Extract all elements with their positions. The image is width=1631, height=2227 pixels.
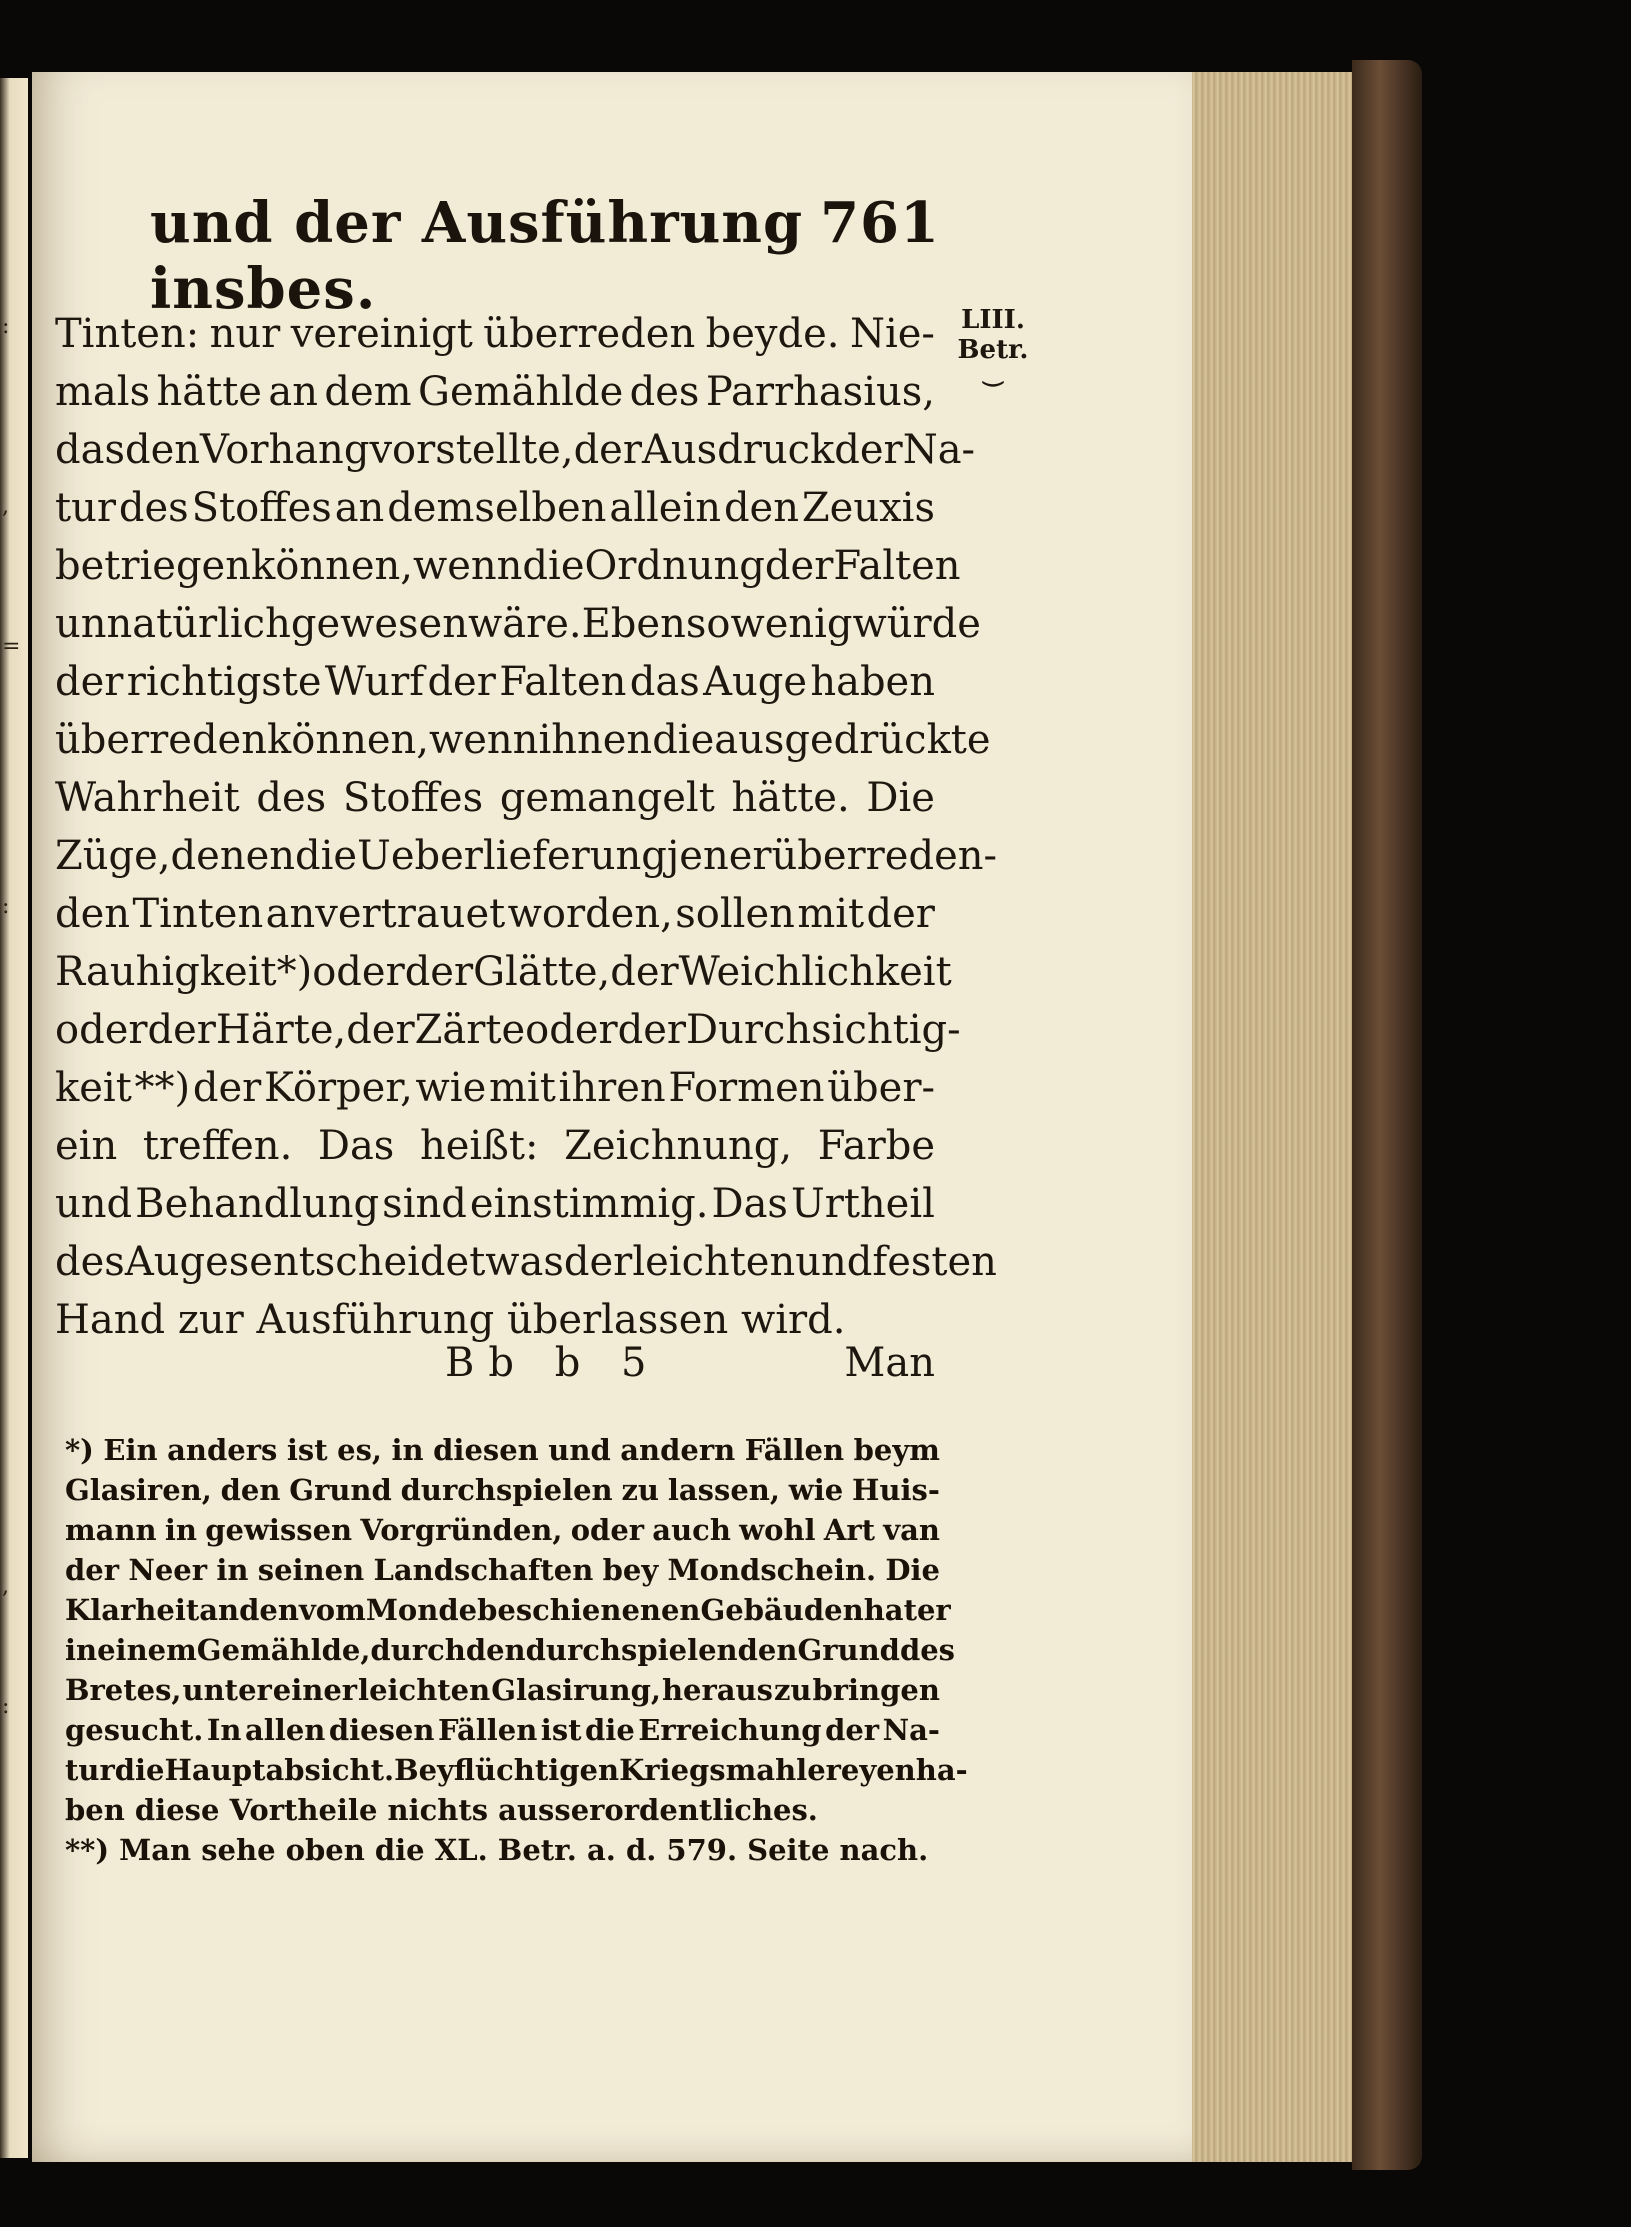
signature-line xyxy=(55,1340,935,1386)
footnote-line: tur die Hauptabsicht. Bey flüchtigen Kriegsmahlereyen ha- xyxy=(65,1753,968,1787)
footnote-line: *) Ein anders ist es, in diesen und andern Fällen beym xyxy=(65,1433,940,1467)
text-line: Hand zur Ausführung überlassen wird. xyxy=(55,1297,846,1343)
margin-chapter: LIII. xyxy=(961,305,1025,335)
text-line: oder der Härte, der Zärte oder der Durchsichtig- xyxy=(55,1007,961,1053)
text-line: Tinten: nur vereinigt überreden beyde. Nie- xyxy=(55,311,935,357)
text-line: Wahrheit des Stoffes gemangelt hätte. Die xyxy=(55,775,935,821)
text-line: betriegen können, wenn die Ordnung der Falten xyxy=(55,543,961,589)
text-line: keit **) der Körper, wie mit ihren Formen über- xyxy=(55,1065,935,1111)
footnote-line: mann in gewissen Vorgründen, oder auch wohl Art van xyxy=(65,1513,940,1547)
text-line: überreden können, wenn ihnen die ausgedrückte xyxy=(55,717,991,763)
text-line: unnatürlich gewesen wäre. Eben so wenig würde xyxy=(55,601,981,647)
book-cover xyxy=(1352,60,1422,2170)
footnote-line: gesucht. In allen diesen Fällen ist die Erreichung der Na- xyxy=(65,1713,940,1747)
text-line: Rauhigkeit *) oder der Glätte, der Weichlichkeit xyxy=(55,949,952,995)
margin-note: LIII. Betr. ⏝ xyxy=(948,305,1038,381)
margin-label: Betr. xyxy=(957,335,1029,365)
footnote-line: Glasiren, den Grund durchspielen zu lassen, wie Huis- xyxy=(65,1473,940,1507)
text-line: den Tinten anvertrauet worden, sollen mit der xyxy=(55,891,935,937)
footnote-line: der Neer in seinen Landschaften bey Mondschein. Die xyxy=(65,1553,940,1587)
text-line: Züge, denen die Ueberlieferung jener überreden- xyxy=(55,833,998,879)
footnotes xyxy=(65,1430,968,1870)
facing-page-edge: : , = : , : xyxy=(0,78,28,2158)
page-number: 761 xyxy=(820,190,940,256)
signature-mark: Bb b 5 xyxy=(445,1340,661,1386)
page-edges xyxy=(1192,72,1352,2162)
text-line: mals hätte an dem Gemählde des Parrhasius, xyxy=(55,369,935,415)
running-title: und der Ausführung insbes. xyxy=(150,190,804,322)
footnote-line: **) Man sehe oben die XL. Betr. a. d. 579. Seite nach. xyxy=(65,1833,929,1867)
text-line: der richtigste Wurf der Falten das Auge haben xyxy=(55,659,935,705)
footnote-line: Bretes, unter einer leichten Glasirung, heraus zu bringen xyxy=(65,1673,940,1707)
footnote-line: Klarheit an den vom Monde beschienenen Gebäuden hat er xyxy=(65,1593,951,1627)
running-header xyxy=(150,190,940,322)
text-line: und Behandlung sind einstimmig. Das Urtheil xyxy=(55,1181,935,1227)
footnote-line: ben diese Vortheile nichts ausserordentliches. xyxy=(65,1793,818,1827)
footnote-line: in einem Gemählde, durch den durchspielenden Grund des xyxy=(65,1633,956,1667)
text-line: ein treffen. Das heißt: Zeichnung, Farbe xyxy=(55,1123,935,1169)
text-line: das den Vorhang vorstellte, der Ausdruck der Na- xyxy=(55,427,976,473)
text-line: tur des Stoffes an demselben allein den Zeuxis xyxy=(55,485,935,531)
text-line: des Auges entscheidet was der leichten und festen xyxy=(55,1239,997,1285)
catchword: Man xyxy=(844,1340,935,1386)
